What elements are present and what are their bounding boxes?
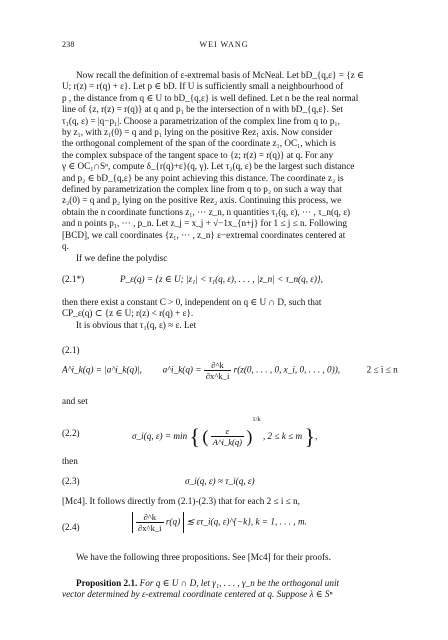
text-line: vector determined by ε-extremal coordinate centered at q. Suppose λ ∈ Sⁿ <box>62 589 333 600</box>
equation-label: (2.2) <box>62 428 80 438</box>
fraction-denominator: A^i_k(q) <box>212 437 243 448</box>
text-line: by z₁, with z₁(0) = q and p₁ lying on the positive Rez₁ axis. Now consider <box>62 127 333 138</box>
text-line: Now recall the definition of ε-extremal basis of McNeal. Let bD_{q,ε} = {z ∈ <box>76 70 364 80</box>
text-line: and set <box>62 396 88 406</box>
equation-equivalence: σ_i(q, ε) ≈ τ_i(q, ε) <box>185 476 255 486</box>
sigma-fraction <box>211 426 244 447</box>
equation-coefficients <box>62 360 398 381</box>
eq-mid: a^i_k(q) = <box>162 364 202 375</box>
fraction-numerator: ∂^k <box>136 512 164 523</box>
text-line: U; r(z) = r(q) + ε}. Let p ∈ bD. If U is sufficiently small a neighbourhood of <box>62 81 344 92</box>
eq-condition: , 2 ≤ k ≤ m <box>262 431 303 441</box>
equation-polydisc: P_ε(q) = {z ∈ U; |z₁| < τ₁(q, ε), . . . , |z_n| < τ_n(q, ε)}, <box>120 274 323 284</box>
text-line: obtain the n coordinate functions z₁, ··· z_n, n quantities τ₁(q, ε), ··· , τ_n(q, ε) <box>62 206 351 217</box>
text-line: τ₁(q, ε) = |q−p₁|. Choose a parametrization of the complex line from q to p₁, <box>62 115 340 126</box>
text-line: γ ∈ OC₁∩Sⁿ, compute δ_{r(q)+ε}(q, γ). Let τ₂(q, ε) be the largest such distance <box>62 161 355 172</box>
eq-rhs: r(z(0, . . . , 0, x_i, 0, . . . , 0)), <box>233 364 341 375</box>
proposition-text: For q ∈ U ∩ D, let γ₁, . . . , γ_n be the orthogonal unit <box>139 578 340 588</box>
page-number: 238 <box>62 40 75 49</box>
eq-lhs: A^i_k(q) = |a^i_k(q)|, <box>62 364 142 375</box>
text-propositions <box>62 552 386 563</box>
fraction-denominator: ∂x^k_i <box>205 371 230 381</box>
inner-term: r(q) <box>165 516 181 527</box>
text-line: and p₂ ∈ bD_{q,ε} be any point achieving this distance. The coordinate z₂ is <box>62 172 344 183</box>
text-line: p , the distance from q ∈ U to bD_{q,ε} is well defined. Let n be the real normal <box>62 92 359 103</box>
text-line: [Mc4]. It follows directly from (2.1)-(2.3) that for each 2 ≤ i ≤ n, <box>62 496 300 506</box>
running-header-author: WEI WANG <box>199 40 249 49</box>
text-line: [BCD], we call coordinates {z₁, ··· , z_n} ε−extremal coordinates centered at <box>62 229 346 240</box>
text-line: CP_ε(q) ⊂ {z ∈ U; r(z) < r(q) + ε}. <box>62 308 194 319</box>
fraction-denominator: ∂x^k_i <box>138 523 162 533</box>
text-line: line of {z, r(z) = r(q)} at q and p₁ be the intersection of n with bD_{q,ε}. Set <box>62 104 343 115</box>
right-paren: ) <box>246 426 253 447</box>
text-and-set <box>62 396 386 407</box>
equation-label: (2.4) <box>62 522 80 532</box>
exponent: 1/k <box>252 416 261 423</box>
text-line: the complex subspace of the tangent space to {z; r(z) = r(q)} at q. For any <box>62 149 334 160</box>
text-line: We have the following three propositions. See [Mc4] for their proofs. <box>76 552 331 562</box>
absolute-value <box>132 512 184 533</box>
text-line: the orthogonal complement of the span of the coordinate z₁, OC₁, which is <box>62 138 336 149</box>
text-line: q. <box>62 241 69 252</box>
left-paren: ( <box>202 426 209 447</box>
text-line: It is obvious that τ₁(q, ε) ≈ ε. Let <box>76 319 197 330</box>
text-line: then there exist a constant C > 0, independent on q ∈ U ∩ D, such that <box>62 297 322 307</box>
text-mc4 <box>62 496 386 507</box>
text-line: If we define the polydisc <box>76 252 168 263</box>
proposition-2-1 <box>62 578 386 601</box>
proposition-title: Proposition 2.1. <box>76 578 138 588</box>
eq-rhs: ≲ ετ_i(q, ε)^{−k}, k = 1, . . . , m. <box>186 516 307 527</box>
equation-sigma: σ_i(q, ε) = min { ( $\frac{\varepsilon}{A\^{}i\_k(q)}$ )$^{1/k}$ , 2 ≤ k ≤ m }, <box>132 416 318 449</box>
left-brace: { <box>189 423 201 449</box>
equation-label: (2.1*) <box>62 274 85 284</box>
right-brace: } <box>304 423 315 449</box>
text-line: then <box>62 456 78 466</box>
equation-label: (2.1) <box>62 345 80 355</box>
equation-label: (2.3) <box>62 476 80 486</box>
text-line: defined by parametrization the complex line from q to p₂ on such a way that <box>62 184 342 195</box>
paragraph-extremal-basis <box>62 70 386 264</box>
text-line: z₂(0) = q and p₂ lying on the positive Rez₂ axis. Continuing this process, we <box>62 195 342 206</box>
fraction-numerator: ε <box>211 426 244 437</box>
derivative-fraction <box>204 360 232 381</box>
text-then <box>62 456 386 467</box>
equation-derivative-bound <box>132 512 307 533</box>
fraction-numerator: ∂^k <box>204 360 232 371</box>
derivative-fraction <box>136 512 164 533</box>
eq-lhs: σ_i(q, ε) = min <box>132 431 188 441</box>
text-line <box>62 578 386 589</box>
paragraph-constant <box>62 297 386 331</box>
eq-condition: 2 ≤ i ≤ n <box>366 364 398 375</box>
text-line: and n points p₁, ··· , p_n. Let z_j = x_j + √−1x_{n+j} for 1 ≤ j ≤ n. Following <box>62 218 347 229</box>
